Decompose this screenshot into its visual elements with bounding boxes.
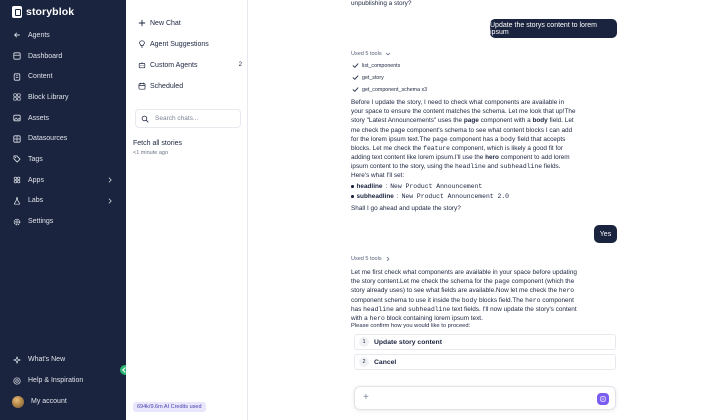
tool-call-item [352,74,384,81]
user-message-text: Yes [599,230,612,238]
nav-item-labs[interactable] [0,191,126,212]
option-label: Update story content [374,338,442,346]
calendar-icon [138,82,146,90]
nav-label: Assets [28,114,50,122]
custom-agents-item[interactable] [138,59,242,71]
scheduled-item[interactable] [138,80,242,92]
plus-icon [138,19,146,27]
nav-item-apps[interactable] [0,170,126,191]
nav-item-agents[interactable] [0,25,126,46]
main-navigation [0,0,126,420]
option-update-story[interactable] [354,334,616,350]
used-tools-label: Used 5 tools [351,51,382,57]
storyblok-logo[interactable] [12,6,74,18]
nav-bottom [0,349,126,412]
chevron-right-icon [107,198,113,204]
new-chat-label: New Chat [150,19,181,27]
arrow-left-icon [13,31,21,39]
assistant-set-label: Here's what I'll set: [351,172,405,179]
nav-label: Dashboard [28,52,63,60]
used-tools-toggle[interactable] [351,256,391,262]
nav-label: Agents [28,31,50,39]
agent-suggestions-item[interactable] [138,38,242,50]
nav-item-datasources[interactable] [0,128,126,149]
bullet-item: subheadline : New Product Announcement 2.0 [351,193,509,200]
nav-item-settings[interactable] [0,211,126,232]
nav-item-help[interactable] [0,370,126,391]
nav-label: Labs [28,197,44,205]
option-label: Cancel [374,358,397,366]
confirm-prompt: Please confirm how you would like to proceed: [351,323,471,329]
nav-label: Help & Inspiration [28,377,84,384]
brand-name: storyblok [26,6,75,18]
nav-item-account[interactable] [0,391,126,412]
assistant-message-fragment: unpublishing a story? [351,0,412,7]
bullet-item: headline : New Product Announcement [351,183,482,190]
nav-item-block-library[interactable] [0,87,126,108]
custom-agents-label: Custom Agents [150,61,198,69]
dashboard-icon [13,52,21,60]
nav-label: Content [28,73,53,81]
chevron-right-icon [385,256,391,262]
assistant-message: Let me first check what components are available in your space before updating the story content.Let me check the schema for the page component (which the story already uses) to see what fields are available.Now let me check the hero component schema to use it inside the body blocks field.The hero component has headline and subheadline text fields. I'll now update the story's content with a hero block containing lorem ipsum text. [351,269,577,323]
chat-main [248,0,720,420]
nav-label: Tags [28,155,43,163]
nav-label: Settings [28,218,54,226]
used-tools-label: Used 5 tools [351,256,382,262]
nav-item-dashboard[interactable] [0,46,126,67]
new-chat-button[interactable] [138,17,242,29]
option-number: 1 [359,337,369,347]
apps-icon [13,176,21,184]
content-icon [13,73,21,81]
tool-name: list_components [362,62,401,69]
user-message [594,225,617,243]
check-icon [352,86,359,93]
avatar [12,396,24,408]
check-icon [352,62,359,69]
scheduled-label: Scheduled [150,82,184,90]
nav-item-content[interactable] [0,66,126,87]
search-icon [141,115,149,123]
nav-label: Apps [28,176,44,184]
assistant-message: Before I update the story, I need to check what components are available in your space to ensure the content matches the schema. Let me look that up!The story "Latest Announcements" uses the page component with a body field. Let me check the page component's schema to see what content blocks I can add for the lorem ipsum text.The page component has a body field that accepts blocks. Let me check the feature component, which is likely a good fit for adding text content like lorem ipsum.I'll use the hero component to add lorem ipsum content to the story, using the headline and subheadline fields. [351,99,576,171]
option-cancel[interactable] [354,354,616,370]
attach-plus-button[interactable]: + [363,392,369,403]
nav-label: What's New [28,356,66,363]
tool-call-item [352,86,427,93]
chat-history-item[interactable]: Fetch all stories [133,140,183,147]
chevron-down-icon [385,51,391,57]
chevron-right-icon [107,177,113,183]
chat-sidebar [126,0,248,420]
nav-list [0,25,126,232]
send-button[interactable] [597,393,609,405]
tool-name: get_story [362,74,384,81]
help-icon [13,377,21,385]
message-composer[interactable] [354,386,616,410]
nav-label: My account [31,398,67,405]
assistant-question: Shall I go ahead and update the story? [351,205,461,212]
sparkle-icon [13,356,21,364]
tool-call-item [352,62,400,69]
robot-icon [138,61,146,69]
search-input[interactable] [155,115,235,122]
ai-credits-badge: 694k/9.6m AI Credits used [133,402,206,412]
check-icon [352,74,359,81]
nav-item-whats-new[interactable] [0,349,126,370]
labs-icon [13,197,21,205]
search-chats [135,109,241,128]
datasources-icon [13,135,21,143]
option-number: 2 [359,357,369,367]
user-message-text: Update the storys content to lorem ipsum [490,21,597,36]
nav-item-tags[interactable] [0,149,126,170]
block-library-icon [13,93,21,101]
agent-suggestions-label: Agent Suggestions [150,40,209,48]
custom-agents-count: 2 [238,62,242,68]
used-tools-toggle[interactable] [351,51,391,57]
user-message [490,19,617,38]
assets-icon [13,114,21,122]
storyblok-logo-icon [12,6,22,18]
nav-item-assets[interactable] [0,108,126,129]
send-icon [599,395,607,403]
gear-icon [13,218,21,226]
nav-label: Datasources [28,135,68,143]
nav-label: Block Library [28,93,69,101]
tool-name: get_component_schema x3 [362,86,428,93]
chat-history-time: <1 minute ago [133,150,169,156]
lightbulb-icon [138,40,146,48]
tag-icon [13,155,21,163]
